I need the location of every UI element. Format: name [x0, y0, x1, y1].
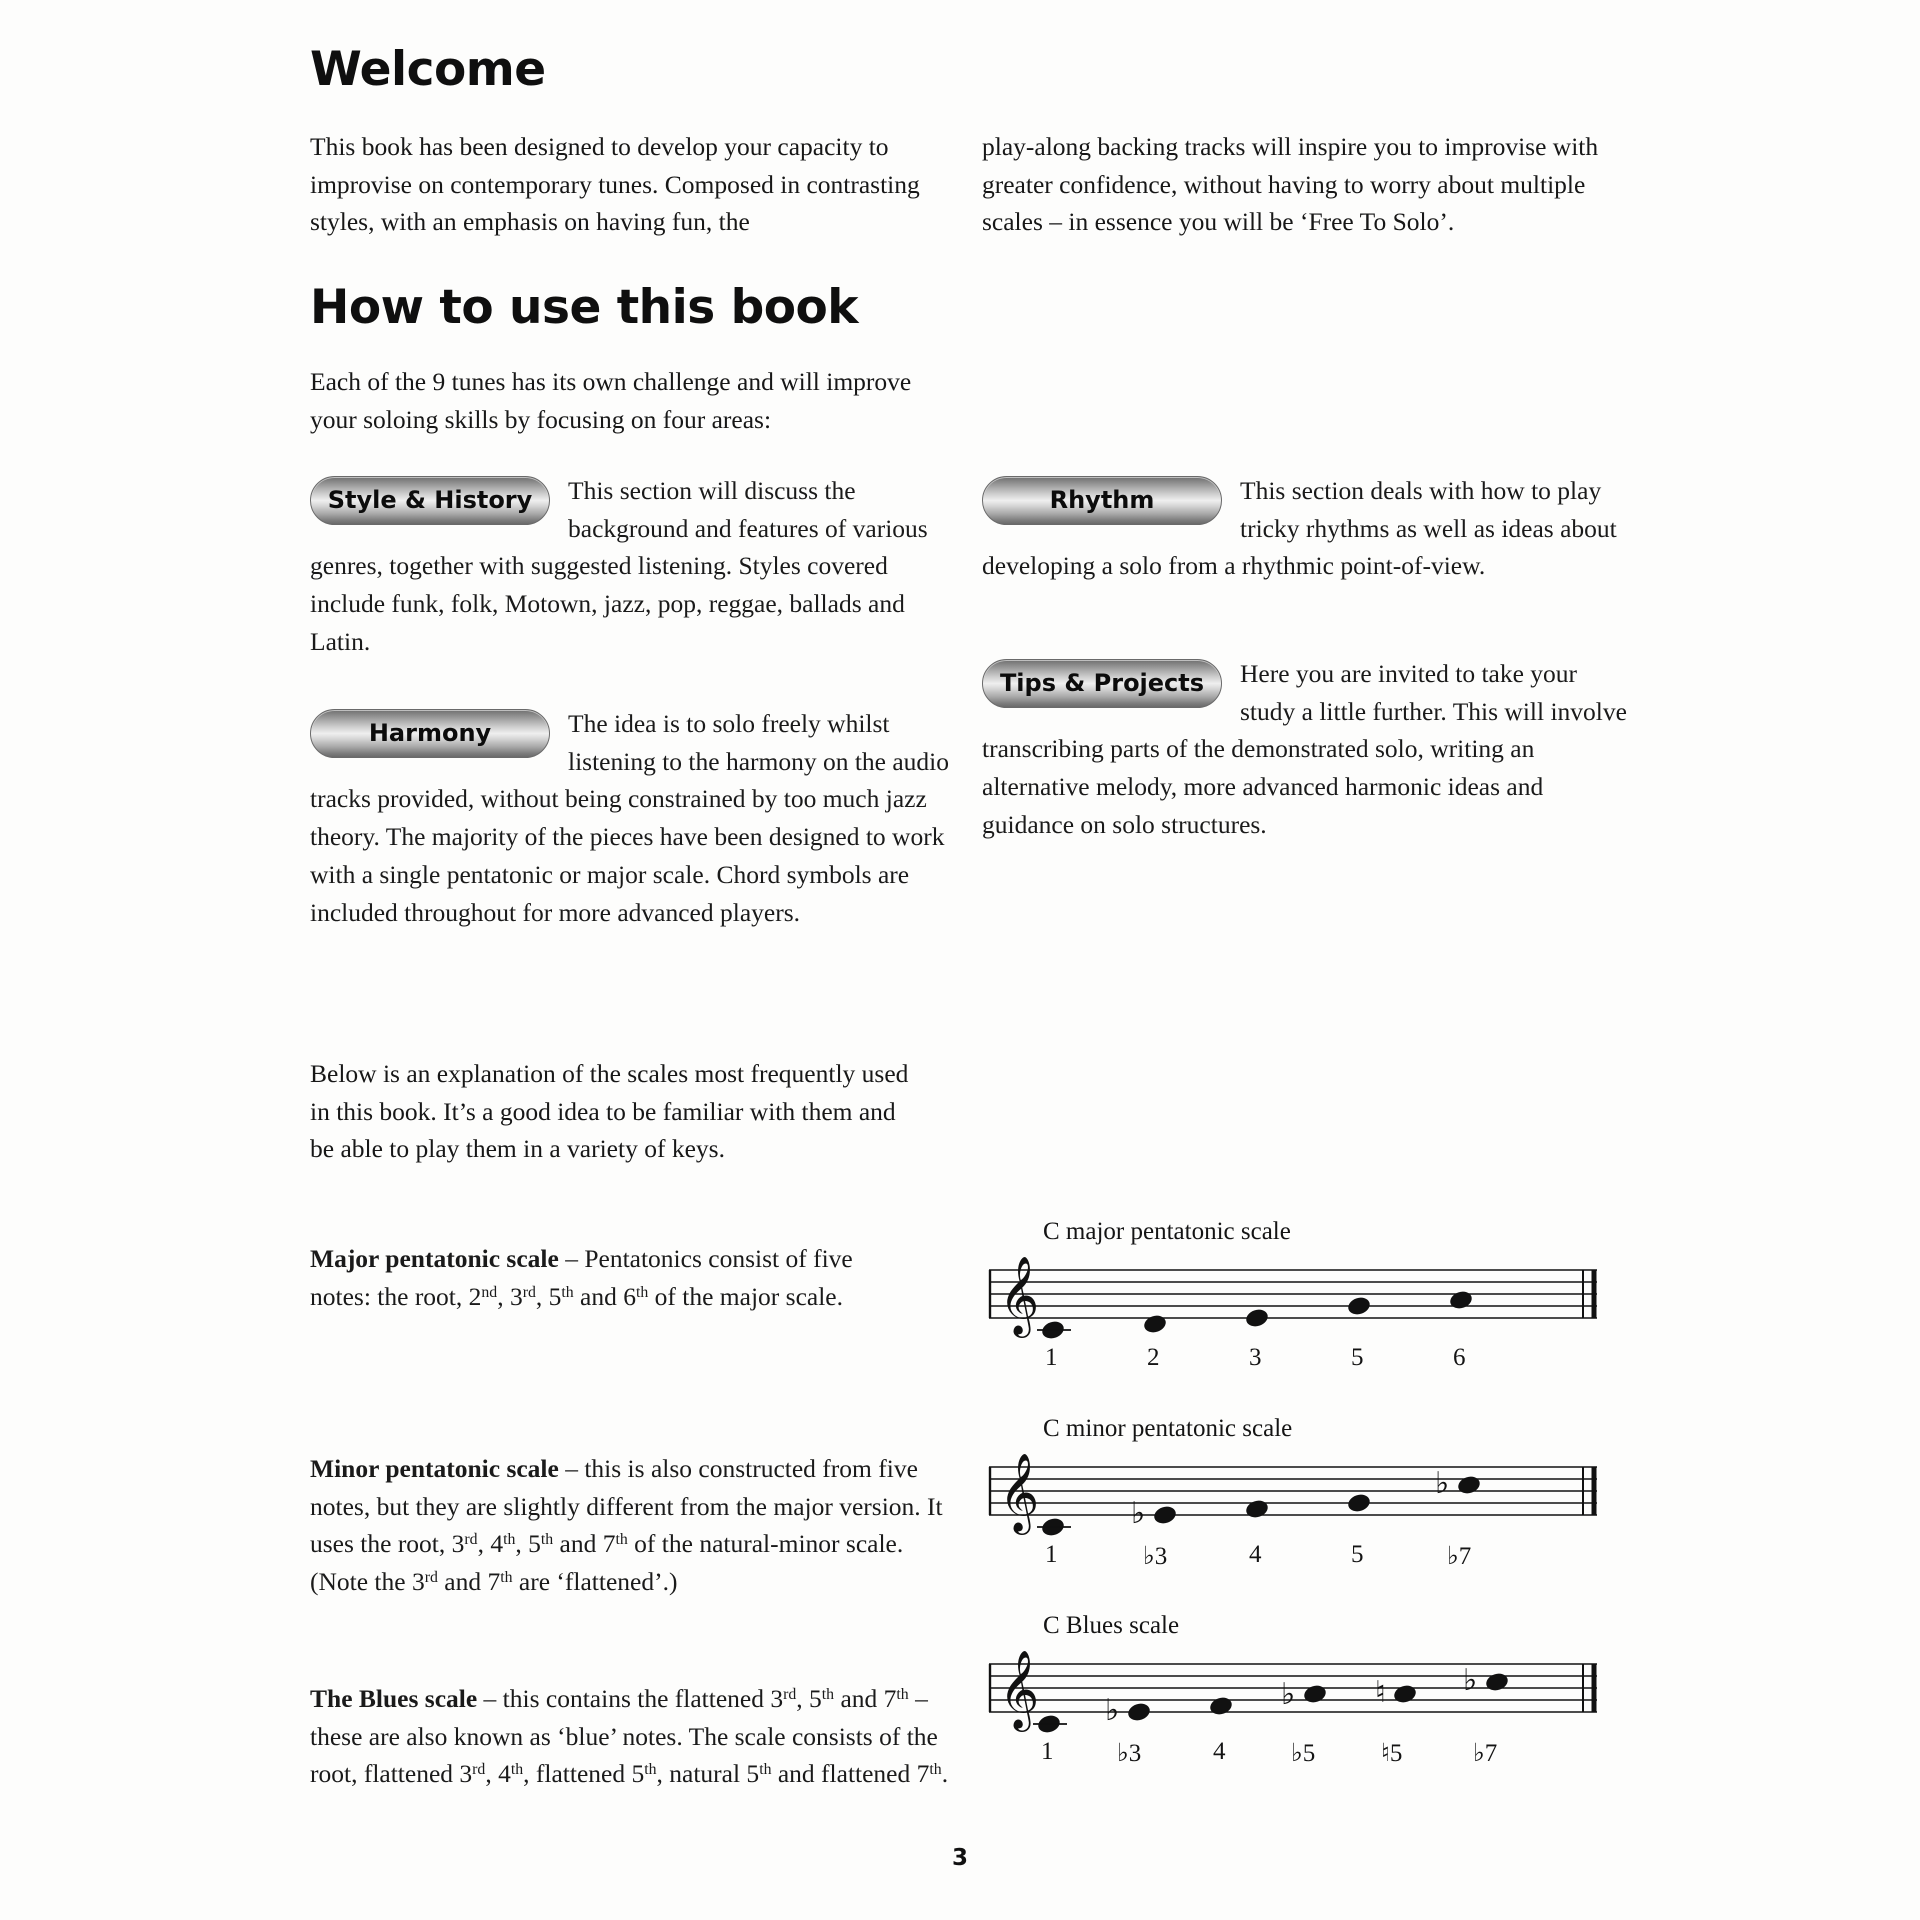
degree-blues-4: ♭5	[1291, 1740, 1316, 1767]
svg-text:♭: ♭	[1463, 1663, 1478, 1698]
scale-term-minor: Minor pentatonic scale	[310, 1454, 559, 1483]
degree-blues-5: ♮5	[1381, 1740, 1403, 1767]
scale-blues-s7: th	[759, 1761, 772, 1779]
notation-title-minor: C minor pentatonic scale	[1043, 1415, 1293, 1442]
scale-major-s4: th	[635, 1283, 649, 1301]
degree-blues-6: ♭7	[1473, 1740, 1498, 1767]
howto-lead	[310, 363, 950, 438]
scale-blues-d1: – this contains the flattened 3	[477, 1684, 784, 1713]
scale-major-s1: nd	[481, 1283, 498, 1301]
section-tips-projects	[982, 655, 1632, 844]
page-number: 3	[951, 1845, 968, 1871]
pill-style-history[interactable]: Style & History	[310, 476, 550, 525]
welcome-paragraph-1: This book has been designed to develop your capacity to improvise on contemporary tunes. Composed in contrasting styles, with an emphasis on having fun, the	[310, 132, 920, 237]
welcome-heading: Welcome	[310, 42, 546, 97]
scale-description-minor	[310, 1450, 960, 1601]
scale-blues-d2: , 5	[796, 1684, 822, 1713]
svg-text:𝄞: 𝄞	[999, 1256, 1040, 1335]
scale-minor-d6: and 7	[437, 1567, 501, 1597]
scale-minor-s4: th	[615, 1531, 628, 1549]
section-tips-projects-text: Here you are invited to take your study a little further. This will involve transcribing parts of the demonstrated solo, writing an alternative melody, more advanced harmonic ideas and guidance on solo structures.	[982, 659, 1627, 839]
section-style-history	[310, 472, 950, 661]
staff-blues	[985, 1644, 1625, 1736]
scale-major-s2: rd	[522, 1283, 536, 1301]
degree-major-3: 3	[1249, 1344, 1262, 1371]
scales-intro-text: Below is an explanation of the scales most frequently used in this book. It’s a good idea to be familiar with them and be able to play them in a variety of keys.	[310, 1059, 909, 1164]
degree-blues-2: ♭3	[1117, 1740, 1142, 1767]
degree-row-blues	[985, 1738, 1625, 1772]
scale-major-s3: th	[561, 1283, 574, 1301]
scale-minor-s6: th	[500, 1568, 513, 1586]
scale-term-major: Major pentatonic scale	[310, 1244, 559, 1273]
scale-blues-s8: th	[929, 1761, 942, 1779]
welcome-column-right	[982, 128, 1632, 241]
scale-major-d4: and 6	[573, 1281, 636, 1311]
scale-blues-s3: th	[896, 1685, 909, 1703]
pill-tips-projects[interactable]: Tips & Projects	[982, 659, 1222, 708]
scale-blues-d4: – these are also known as ‘blue’ notes. The scale consists of the root, flattened 3	[310, 1684, 938, 1789]
svg-text:♮: ♮	[1375, 1675, 1386, 1710]
scale-term-blues: The Blues scale	[310, 1684, 478, 1713]
scale-minor-s3: th	[540, 1531, 554, 1549]
degree-blues-3: 4	[1213, 1738, 1226, 1765]
degree-major-5: 6	[1453, 1344, 1466, 1371]
scale-blues-d3: and 7	[834, 1684, 897, 1713]
scale-blues-d6: , flattened 5	[523, 1759, 645, 1789]
notation-title-major: C major pentatonic scale	[1043, 1218, 1291, 1245]
svg-text:𝄞: 𝄞	[999, 1453, 1040, 1532]
degree-row-major	[985, 1344, 1625, 1378]
degree-minor-4: 5	[1351, 1541, 1364, 1568]
degree-row-minor	[985, 1541, 1625, 1575]
degree-major-2: 2	[1147, 1344, 1160, 1371]
scale-major-d1: – Pentatonics consist of five notes: the root, 2	[310, 1244, 853, 1311]
section-rhythm-text: This section deals with how to play tricky rhythms as well as ideas about developing a solo from a rhythmic point-of-view.	[982, 476, 1617, 581]
section-harmony	[310, 705, 950, 931]
staff-minor	[985, 1447, 1625, 1539]
scale-minor-d1: – this is also constructed from five notes, but they are slightly different from the major version. It uses the root, 3	[310, 1454, 943, 1559]
staff-major	[985, 1250, 1625, 1342]
notation-figure-minor-pentatonic	[985, 1415, 1625, 1575]
scale-minor-d5: of the natural-minor scale. (Note the 3	[310, 1529, 904, 1597]
notation-title-blues: C Blues scale	[1043, 1612, 1180, 1639]
welcome-paragraph-2: play-along backing tracks will inspire you to improvise with greater confidence, without having to worry about multiple scales – in essence you will be ‘Free To Solo’.	[982, 132, 1599, 237]
pill-harmony[interactable]: Harmony	[310, 709, 550, 758]
staff-svg-blues	[985, 1644, 1605, 1736]
scale-blues-d7: , natural 5	[656, 1759, 760, 1789]
howto-lead-text: Each of the 9 tunes has its own challenge and will improve your soloing skills by focusing on four areas:	[310, 367, 912, 434]
scale-minor-d2: , 4	[477, 1529, 504, 1559]
scale-blues-s4: rd	[472, 1761, 486, 1779]
degree-minor-1: 1	[1045, 1541, 1058, 1568]
degree-major-4: 5	[1351, 1344, 1364, 1371]
scale-description-major	[310, 1240, 910, 1315]
notation-figure-blues	[985, 1612, 1625, 1772]
scale-blues-s1: rd	[783, 1685, 797, 1703]
scale-major-d5: of the major scale.	[648, 1281, 843, 1311]
degree-minor-5: ♭7	[1447, 1543, 1472, 1570]
staff-svg-minor	[985, 1447, 1605, 1539]
scale-blues-s6: th	[644, 1761, 657, 1779]
section-rhythm	[982, 472, 1632, 585]
notation-figure-major-pentatonic	[985, 1218, 1625, 1378]
svg-text:𝄞: 𝄞	[999, 1650, 1040, 1729]
degree-minor-2: ♭3	[1143, 1543, 1168, 1570]
section-harmony-text: The idea is to solo freely whilst listening to the harmony on the audio tracks provided, without being constrained by too much jazz theory. The majority of the pieces have been designed to work with a single pentatonic or major scale. Chord symbols are included throughout for more advanced players.	[310, 709, 950, 927]
degree-minor-3: 4	[1249, 1541, 1262, 1568]
svg-text:♭: ♭	[1281, 1677, 1296, 1712]
svg-text:♭: ♭	[1105, 1693, 1120, 1728]
scale-blues-s5: th	[510, 1761, 524, 1779]
scale-minor-s5: rd	[424, 1568, 438, 1586]
pill-rhythm[interactable]: Rhythm	[982, 476, 1222, 525]
scale-description-blues	[310, 1680, 960, 1793]
scale-minor-d7: are ‘flattened’.)	[512, 1567, 678, 1597]
scale-minor-s2: th	[503, 1531, 516, 1549]
welcome-column-left	[310, 128, 950, 241]
section-style-history-text: This section will discuss the background and features of various genres, together with suggested listening. Styles covered include funk, folk, Motown, jazz, pop, reggae, ballads and Latin.	[310, 476, 928, 656]
scales-intro	[310, 1055, 910, 1168]
howto-heading: How to use this book	[310, 280, 859, 335]
scale-blues-s2: th	[821, 1685, 835, 1703]
scale-blues-d5: , 4	[485, 1759, 511, 1789]
svg-text:♭: ♭	[1131, 1496, 1146, 1531]
scale-blues-d9: .	[941, 1759, 949, 1789]
staff-svg-major	[985, 1250, 1605, 1342]
scale-blues-d8: and flattened 7	[771, 1759, 930, 1789]
scale-major-d3: , 5	[535, 1281, 562, 1311]
degree-major-1: 1	[1045, 1344, 1058, 1371]
scale-minor-d4: and 7	[553, 1529, 616, 1559]
svg-text:♭: ♭	[1435, 1466, 1450, 1501]
scale-minor-d3: , 5	[515, 1529, 541, 1559]
degree-blues-1: 1	[1041, 1738, 1054, 1765]
scale-major-d2: , 3	[497, 1281, 523, 1311]
scale-minor-s1: rd	[464, 1531, 478, 1549]
